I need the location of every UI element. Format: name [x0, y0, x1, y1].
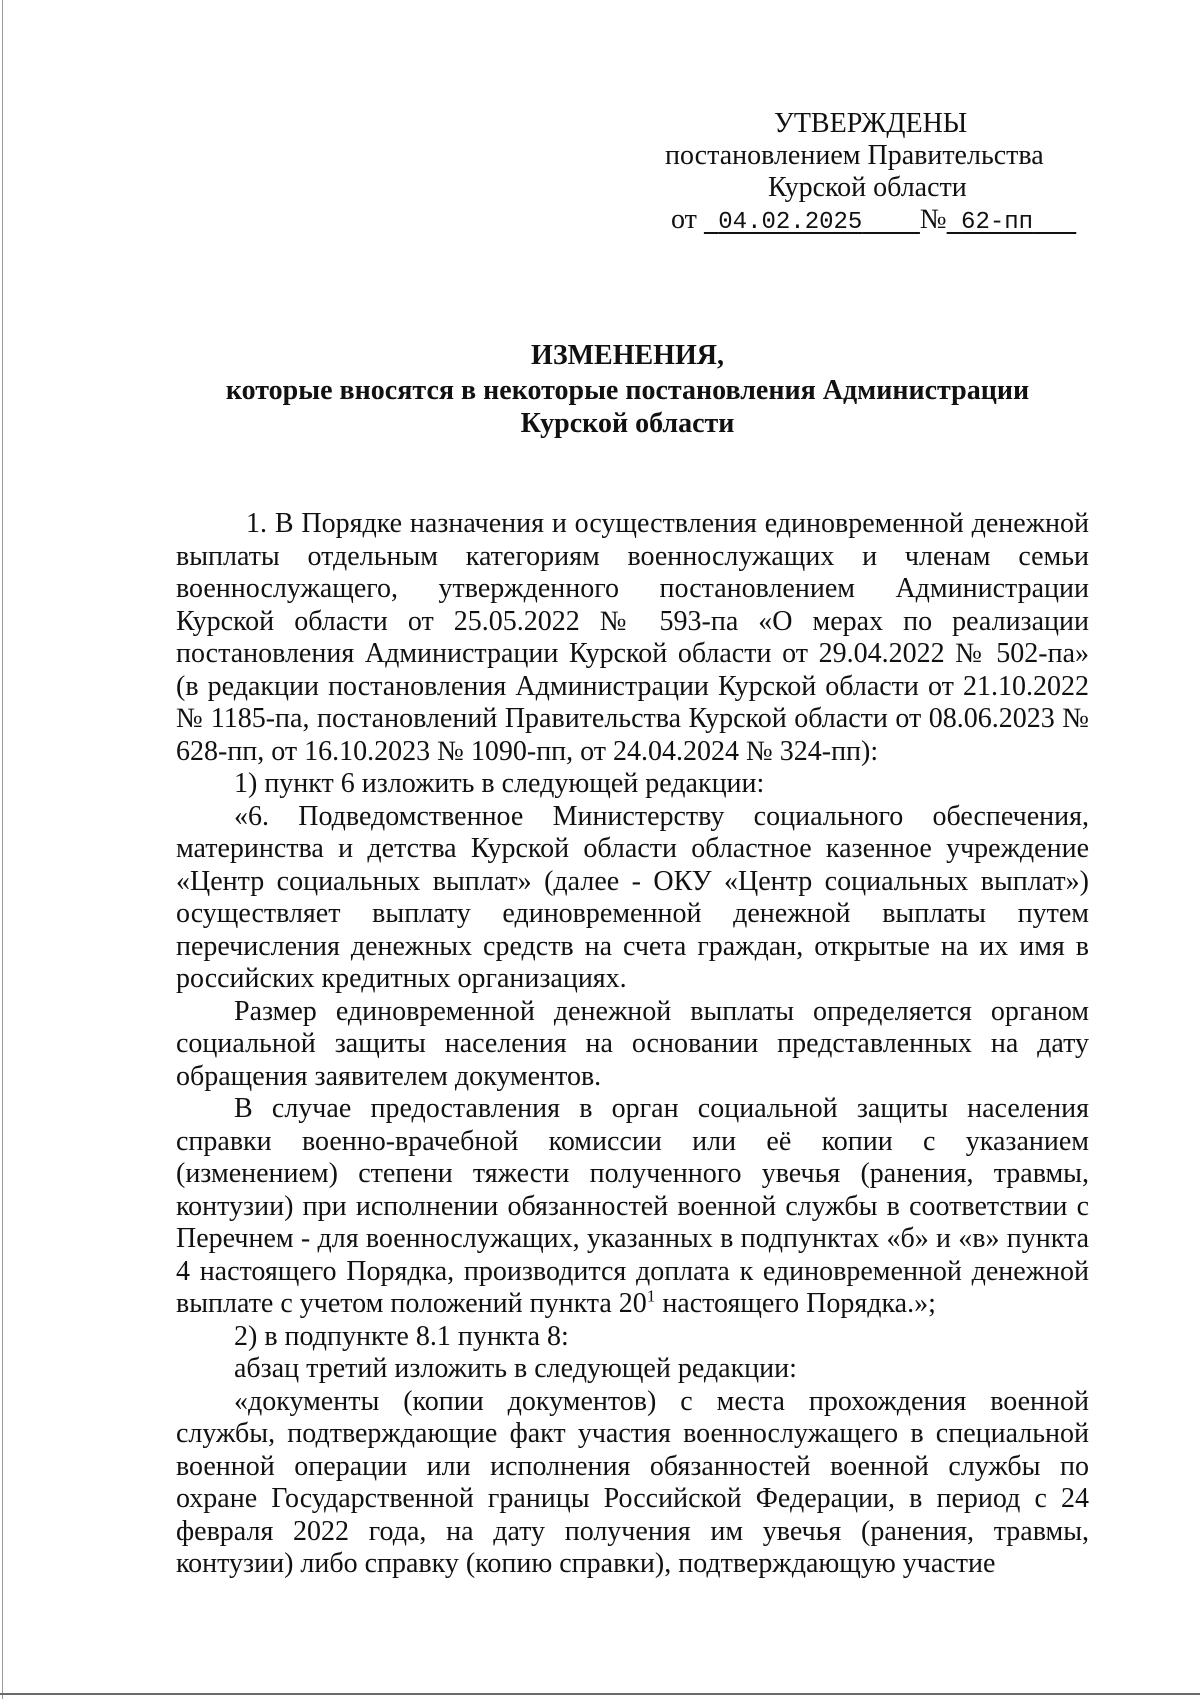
- paragraph-2: 1) пункт 6 изложить в следующей редакции:: [234, 768, 765, 799]
- superscript-1: 1: [646, 1286, 656, 1306]
- number-prefix: №: [919, 204, 947, 235]
- paragraph-6: 2) в подпункте 8.1 пункта 8:: [234, 1320, 569, 1352]
- paragraph-5: В случае предоставления в орган социальной защиты населения справки военно-врачебной комиссии или её копии с указанием (изменением) степени тяжести полученного увечья (ранения, травмы, контузии) при исполнении обязанностей военной службы в соответствии с Перечнем - для военнослужащих, указанных в подпунктах «б» и «в» пункта 4 настоящего Порядка, производится доплата к единовременной денежной выплате с учетом положений пункта $20^1$ настоящего Порядка.»;: [176, 1093, 1089, 1319]
- page-bottom-edge: [0, 1693, 1200, 1695]
- document-heading: [160, 339, 1095, 440]
- paragraph-3: «6. Подведомственное Министерству социального обеспечения, материнства и детства Курской области областное казенное учреждение «Центр социальных выплат» (далее - ОКУ «Центр социальных выплат») осуществляет выплату единовременной денежной выплаты путем перечисления денежных средств на счета граждан, открытые на их имя в российских кредитных организациях.: [176, 800, 1089, 994]
- approval-date-number-line: [620, 204, 1100, 239]
- approval-region: Курской области: [768, 172, 967, 203]
- paragraph-7: абзац третий изложить в следующей редакции:: [234, 1353, 797, 1384]
- date-prefix: от: [671, 204, 697, 235]
- heading-subtitle-line1: которые вносятся в некоторые постановления Администрации: [225, 375, 1030, 406]
- document-number: 62-пп: [961, 209, 1034, 236]
- heading-title: ИЗМЕНЕНИЯ,: [531, 340, 724, 371]
- paragraph-1: 1. В Порядке назначения и осуществления единовременной денежной выплаты отдельным категориям военнослужащих и членам семьи военнослужащего, утвержденного постановлением Администрации Курской области от 25.05.2022 № 593-па «О мерах по реализации постановления Администрации Курской области от 29.04.2022 № 502-па» (в редакции постановления Администрации Курской области от 21.10.2022 № 1185-па, постановлений Правительства Курской области от 08.06.2023 № 628-пп, от 16.10.2023 № 1090-пп, от 24.04.2024 № 324-пп):: [176, 508, 1089, 767]
- page-left-edge: [2, 0, 3, 1699]
- paragraph-8: «документы (копии документов) с места прохождения военной службы, подтверждающие факт участия военнослужащего в специальной военной операции или исполнения обязанностей военной службы по охране Государственной границы Российской Федерации, в период с 24 февраля 2022 года, на дату получения им увечья (ранения, травмы, контузии) либо справку (копию справки), подтверждающую участие: [176, 1385, 1089, 1579]
- document-body: [176, 508, 1089, 1581]
- paragraph-4: Размер единовременной денежной выплаты определяется органом социальной защиты населения на основании представленных на дату обращения заявителем документов.: [176, 995, 1089, 1092]
- approval-title: УТВЕРЖДЕНЫ: [774, 108, 968, 139]
- document-date: 04.02.2025: [718, 209, 863, 236]
- approval-issuer: постановлением Правительства: [665, 140, 1044, 171]
- approval-stamp-block: [620, 108, 1100, 239]
- heading-subtitle-line2: Курской области: [520, 408, 735, 439]
